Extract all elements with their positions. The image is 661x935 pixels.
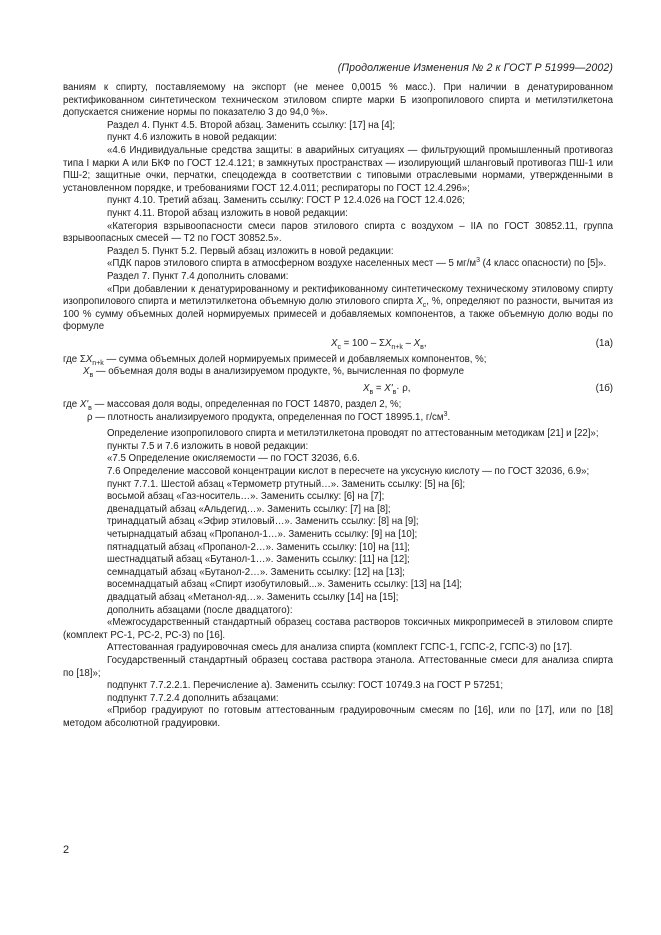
paragraph: «4.6 Индивидуальные средства защиты: в аварийных ситуациях — фильтрующий промышленный противогаз типа I марки А или БКФ по ГОСТ 12.4.121; в замкнутых пространствах — изолирующий шланговый противогаз ПШ-1 или ПШ-2; защитные очки, перчатки, спецодежда в соответствии с типовыми отраслевыми нормами, утвержденными в установленном порядке, и требованиями ГОСТ 12.4.011; респираторы по ГОСТ 12.4.296»; xyxy=(63,144,613,194)
paragraph: ваниям к спирту, поставляемому на экспорт (не менее 0,0015 % масс.). При наличии в денатурированном ректификованном синтетическом техническом этиловом спирте марки Б изопропилового спирта и метилэтилкетона допускается снижение нормы по показателю 3 до 94,0 %». xyxy=(63,82,613,119)
paragraph: семнадцатый абзац «Бутанол-2…». Заменить ссылку: [12] на [13]; xyxy=(107,566,405,578)
pdk-paragraph: «ПДК паров этилового спирта в атмосферном воздухе населенных мест — 5 $мг/м^3$ (4 класс опасности) по [5]». xyxy=(107,257,607,270)
paragraph: «Прибор градуируют по готовым аттестованным градуировочным смесям по [16], или по [17], или по [18] методом абсолютной градуировки. xyxy=(63,705,613,729)
paragraph: двадцатый абзац «Метанол-яд…». Заменить ссылку [14] на [15]; xyxy=(107,591,399,603)
paragraph: Государственный стандартный образец состава раствора этанола. Аттестованные смеси для анализа спирта по [18]»; xyxy=(63,654,613,679)
paragraph: «Межгосударственный стандартный образец состава растворов токсичных микропримесей в этиловом спирте (комплект РС-1, РС-2, РС-3) по [16]. xyxy=(63,617,613,641)
paragraph: Определение изопропилового спирта и метилэтилкетона проводят по аттестованным методикам [21] и [22]»; xyxy=(107,428,599,440)
formula-1b-expression: $X_в = X'_в\cdot \rho$, xyxy=(363,383,411,396)
page-header: (Продолжение Изменения № 2 к ГОСТ Р 51999—2002) xyxy=(337,62,613,74)
paragraph: тринадцатый абзац «Эфир этиловый…». Заменить ссылку: [8] на [9]; xyxy=(107,516,419,528)
paragraph: восемнадцатый абзац «Спирт изобутиловый...». Заменить ссылку: [13] на [14]; xyxy=(107,579,462,591)
paragraph: четырнадцатый абзац «Пропанол-1…». Заменить ссылку: [9] на [10]; xyxy=(107,529,418,540)
paragraph: «Категория взрывоопасности смеси паров этилового спирта с воздухом – IIA по ГОСТ 30852.11, группа взрывоопасных смесей — Т2 по ГОСТ 30852.5». xyxy=(63,220,613,245)
paragraph: пункт 7.7.1. Шестой абзац «Термометр ртутный…». Заменить ссылку: [5] на [6]; xyxy=(107,478,466,490)
paragraph: пункты 7.5 и 7.6 изложить в новой редакции: xyxy=(107,440,309,452)
section-7-paragraph: «При добавлении к денатурированному и ректификованному синтетическому техническому этиловому спирту изопропилового спирта и метилэтилкетона объемную долю этилового спирта $X_c$, %, определяют по разности, вычитая из 100 % сумму объемных долей нормируемых примесей и добавляемых компонентов, а также объемную долю воды по формуле xyxy=(63,283,613,333)
paragraph: 7.6 Определение массовой концентрации кислот в пересчете на уксусную кислоту — по ГОСТ 32036, 6.9»; xyxy=(107,466,590,478)
formula-explanation: $X_в$ — объемная доля воды в анализируемом продукте, %, вычисленная по формуле xyxy=(83,366,465,380)
paragraph: пятнадцатый абзац «Пропанол-2…». Заменить ссылку: [10] на [11]; xyxy=(107,541,410,553)
section-7-title: Раздел 7. Пункт 7.4 дополнить словами: xyxy=(107,270,289,282)
paragraph: пункт 4.11. Второй абзац изложить в новой редакции: xyxy=(107,207,348,219)
paragraph: Раздел 5. Пункт 5.2. Первый абзац изложить в новой редакции: xyxy=(107,245,394,257)
formula-1a xyxy=(63,336,613,352)
formula-explanation: где $X'_в$ — массовая доля воды, определенная по ГОСТ 14870, раздел 2, %; xyxy=(63,399,402,412)
paragraph: Раздел 4. Пункт 4.5. Второй абзац. Заменить ссылку: [17] на [4]; xyxy=(107,119,396,131)
formula-1b-number: (1б) xyxy=(595,383,613,395)
paragraph: подпункт 7.7.2.2.1. Перечисление а). Заменить ссылку: ГОСТ 10749.3 на ГОСТ Р 57251; xyxy=(107,680,504,692)
paragraph: двенадцатый абзац «Альдегид…». Заменить ссылку: [7] на [8]; xyxy=(107,503,391,515)
paragraph: восьмой абзац «Газ-носитель…». Заменить ссылку: [6] на [7]; xyxy=(107,491,385,503)
paragraph: подпункт 7.7.2.4 дополнить абзацами: xyxy=(107,692,279,704)
formula-1a-number: (1а) xyxy=(595,337,613,349)
paragraph: Аттестованная градуировочная смесь для анализа спирта (комплект ГСПС-1, ГСПС-2, ГСПС-3) по [17]. xyxy=(107,642,573,654)
paragraph: пункт 4.6 изложить в новой редакции: xyxy=(107,132,277,144)
paragraph: дополнить абзацами (после двадцатого): xyxy=(107,604,293,616)
document-body xyxy=(63,82,613,731)
paragraph: шестнадцатый абзац «Бутанол-1…». Заменить ссылку: [11] на [12]; xyxy=(107,554,410,566)
page-number: 2 xyxy=(63,844,70,856)
paragraph: пункт 4.10. Третий абзац. Заменить ссылку: ГОСТ Р 12.4.026 на ГОСТ 12.4.026; xyxy=(107,195,465,207)
formula-1b xyxy=(63,381,613,397)
formula-1a-expression: $X_c = 100 - \Sigma X_{n+k} - X_в$, xyxy=(331,337,427,351)
formula-explanation: ρ — плотность анализируемого продукта, определенная по ГОСТ 18995.1, $г/см^3$. xyxy=(87,410,451,423)
formula-explanation: где $\Sigma X_{n+k}$ — сумма объемных долей нормируемых примесей и добавляемых компонентов, %; xyxy=(63,353,487,367)
paragraph: «7.5 Определение окисляемости — по ГОСТ 32036, 6.6. xyxy=(107,453,360,465)
